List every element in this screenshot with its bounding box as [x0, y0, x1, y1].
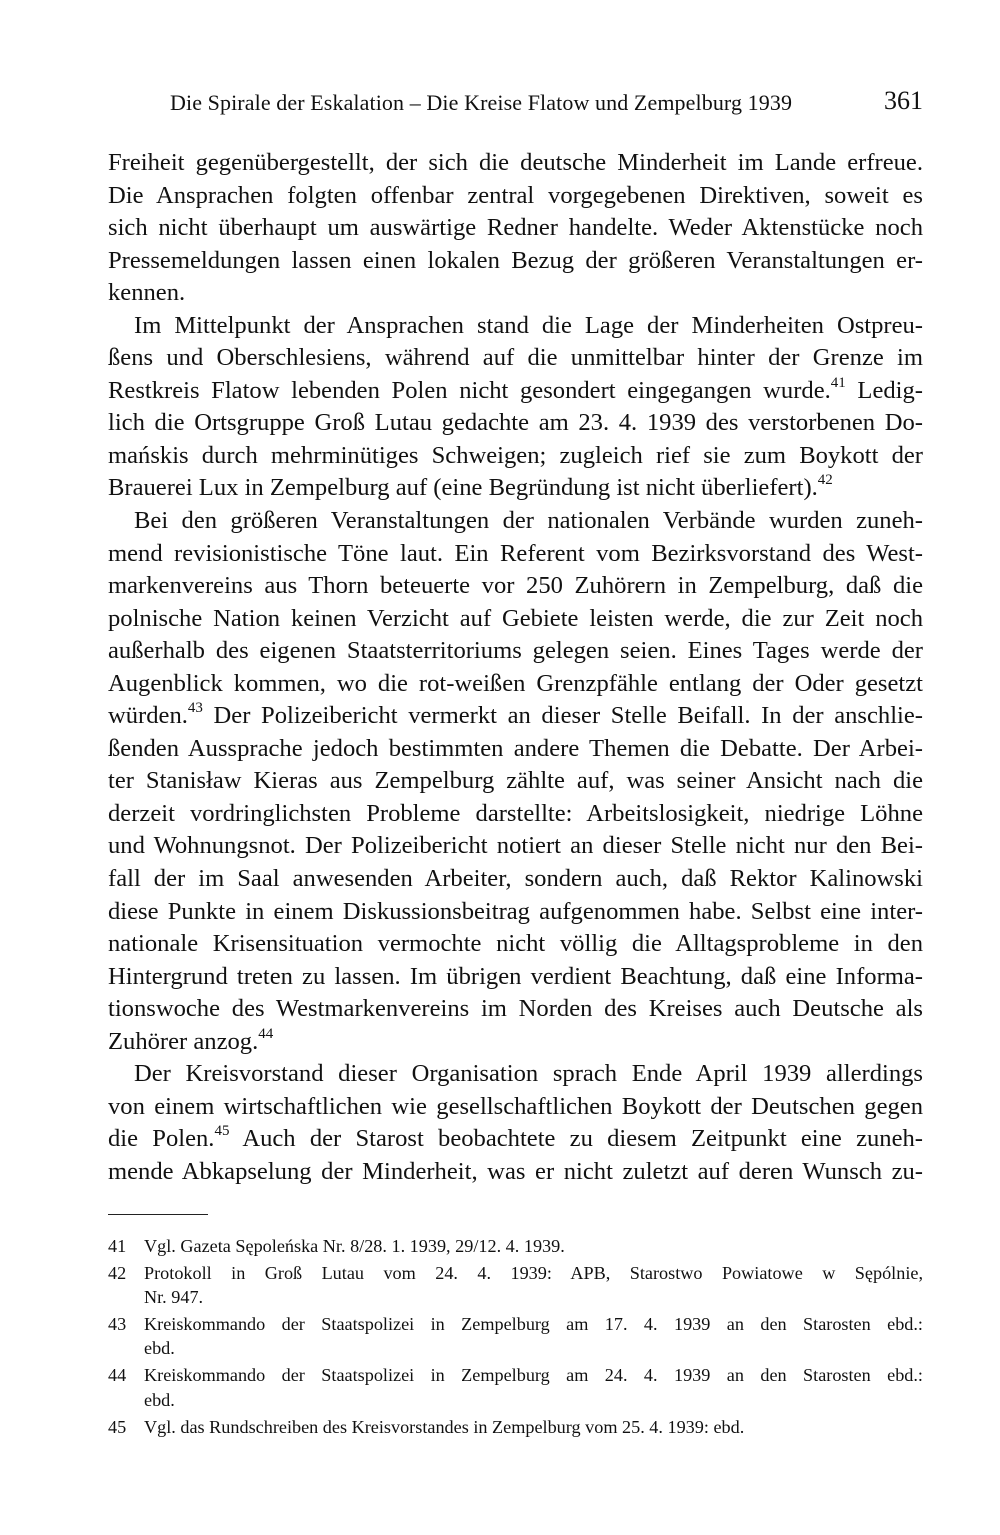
text-line: Augenblick kommen, wo die rot-weißen Grenzpfähle entlang der Oder gesetzt: [108, 669, 923, 697]
text-line: Die Ansprachen folgten offenbar zentral vorgegebenen Direktiven, soweit es: [108, 181, 923, 209]
footnote-ref[interactable]: 45: [214, 1123, 230, 1140]
footnote-ref[interactable]: 41: [830, 374, 846, 391]
paragraph: [108, 310, 923, 505]
text-line: außerhalb des eigenen Staatsterritoriums gelegen seien. Eines Tages werde der: [108, 637, 923, 665]
text-line: mańskis durch mehrminütiges Schweigen; zugleich rief sie zum Boykott der: [108, 441, 923, 469]
footnote-ref[interactable]: 43: [187, 700, 203, 717]
text-line: ter Stanisław Kieras aus Zempelburg zählte auf, was seiner Ansicht nach die: [108, 767, 923, 795]
footnote-text: [144, 1415, 923, 1439]
footnote-line: Kreiskommando der Staatspolizei in Zempelburg am 17. 4. 1939 an den Starosten ebd.:: [144, 1313, 923, 1334]
paragraph: [108, 147, 923, 310]
text-line: Pressemeldungen lassen einen lokalen Bezug der größeren Veranstaltungen er-: [108, 246, 923, 274]
footnote-number: 42: [108, 1262, 127, 1283]
line-text: Zuhörer anzog.: [108, 1027, 259, 1055]
text-line: [108, 1026, 923, 1059]
text-line: nationale Krisensituation vermochte nicht völlig die Alltagsprobleme in den: [108, 930, 923, 958]
running-title: Die Spirale der Eskalation – Die Kreise Flatow und Zempelburg 1939: [170, 90, 793, 115]
text-line: [108, 375, 923, 408]
footnote-text: [144, 1363, 923, 1412]
text-line: [108, 700, 923, 733]
paragraph: [108, 505, 923, 1058]
footnote-line: ebd.: [144, 1338, 175, 1359]
text-line: lich die Ortsgruppe Groß Lutau gedachte am 23. 4. 1939 des verstorbenen Do-: [108, 409, 923, 437]
footnote: [108, 1312, 923, 1361]
line-text: die Polen.: [108, 1125, 215, 1153]
line-text: Auch der Starost beobachtete zu diesem Zeitpunkt eine zuneh-: [229, 1125, 923, 1153]
footnote-number: 41: [108, 1235, 127, 1256]
text-line: Bei den größeren Veranstaltungen der nationalen Verbände wurden zuneh-: [134, 507, 923, 535]
footnote: [108, 1415, 923, 1439]
text-line: diese Punkte in einem Diskussionsbeitrag aufgenommen habe. Selbst eine inter-: [108, 897, 923, 925]
text-line: derzeit vordringlichsten Probleme darstellte: Arbeitslosigkeit, niedrige Löhne: [108, 799, 923, 827]
text-line: mend revisionistische Töne laut. Ein Referent vom Bezirksvorstand des West-: [108, 539, 923, 567]
text-line: mende Abkapselung der Minderheit, was er nicht zuletzt auf deren Wunsch zu-: [108, 1157, 923, 1185]
paragraph: [108, 1058, 923, 1188]
line-text: Restkreis Flatow lebenden Polen nicht gesondert eingegangen wurde.: [108, 376, 831, 404]
line-text: Brauerei Lux in Zempelburg auf (eine Begründung ist nicht überliefert).: [108, 474, 818, 502]
text-line: von einem wirtschaftlichen wie gesellschaftlichen Boykott der Deutschen gegen: [108, 1092, 923, 1120]
text-line: polnische Nation keinen Verzicht auf Gebiete leisten werde, die zur Zeit noch: [108, 604, 923, 632]
line-text: Der Polizeibericht vermerkt an dieser Stelle Beifall. In der anschlie-: [202, 702, 923, 730]
main-text: [108, 147, 923, 1189]
text-line: fall der im Saal anwesenden Arbeiter, sondern auch, daß Rektor Kalinowski: [108, 865, 923, 893]
footnote-line: Vgl. das Rundschreiben des Kreisvorstandes in Zempelburg vom 25. 4. 1939: ebd.: [144, 1416, 745, 1437]
line-text: Ledig-: [845, 376, 923, 404]
text-line: [108, 1123, 923, 1156]
footnote-ref[interactable]: 44: [258, 1025, 274, 1042]
text-line: markenvereins aus Thorn beteuerte vor 250 Zuhörern in Zempelburg, daß die: [108, 572, 923, 600]
footnote-text: [144, 1234, 923, 1258]
footnote-line: Kreiskommando der Staatspolizei in Zempelburg am 24. 4. 1939 an den Starosten ebd.:: [144, 1365, 923, 1386]
text-line: tionswoche des Westmarkenvereins im Norden des Kreises auch Deutsche als: [108, 995, 923, 1023]
footnote-text: [144, 1261, 923, 1310]
footnote-line: Vgl. Gazeta Sępoleńska Nr. 8/28. 1. 1939, 29/12. 4. 1939.: [144, 1235, 565, 1256]
line-text: würden.: [108, 702, 188, 730]
text-line: ßens und Oberschlesiens, während auf die unmittelbar hinter der Grenze im: [108, 344, 923, 372]
text-line: sich nicht überhaupt um auswärtige Redner handelte. Weder Aktenstücke noch: [108, 214, 923, 242]
text-line: kennen.: [108, 279, 186, 307]
footnote-separator: [108, 1214, 208, 1215]
footnote-line: Nr. 947.: [144, 1286, 204, 1307]
text-line: [108, 472, 923, 505]
footnote: [108, 1261, 923, 1310]
footnotes: [108, 1234, 923, 1440]
footnote-text: [144, 1312, 923, 1361]
text-line: und Wohnungsnot. Der Polizeibericht notiert an dieser Stelle nicht nur den Bei-: [108, 832, 923, 860]
footnote-number: 43: [108, 1313, 127, 1334]
text-line: Im Mittelpunkt der Ansprachen stand die Lage der Minderheiten Ostpreu-: [134, 311, 923, 339]
footnote-number: 45: [108, 1416, 127, 1437]
footnote-line: Protokoll in Groß Lutau vom 24. 4. 1939: APB, Starostwo Powiatowe w Sępólnie,: [144, 1262, 923, 1283]
text-line: ßenden Aussprache jedoch bestimmten andere Themen die Debatte. Der Arbei-: [108, 734, 923, 762]
book-page: [108, 86, 923, 1442]
footnote: [108, 1234, 923, 1258]
footnote-line: ebd.: [144, 1389, 175, 1410]
page-number: 361: [884, 86, 923, 115]
text-line: Der Kreisvorstand dieser Organisation sprach Ende April 1939 allerdings: [134, 1060, 923, 1088]
footnote-ref[interactable]: 42: [817, 472, 833, 489]
footnote: [108, 1363, 923, 1412]
running-header: [108, 86, 923, 130]
footnote-number: 44: [108, 1365, 127, 1386]
text-line: Hintergrund treten zu lassen. Im übrigen verdient Beachtung, daß eine Informa-: [108, 962, 923, 990]
text-line: Freiheit gegenübergestellt, der sich die deutsche Minderheit im Lande erfreue.: [108, 149, 923, 176]
